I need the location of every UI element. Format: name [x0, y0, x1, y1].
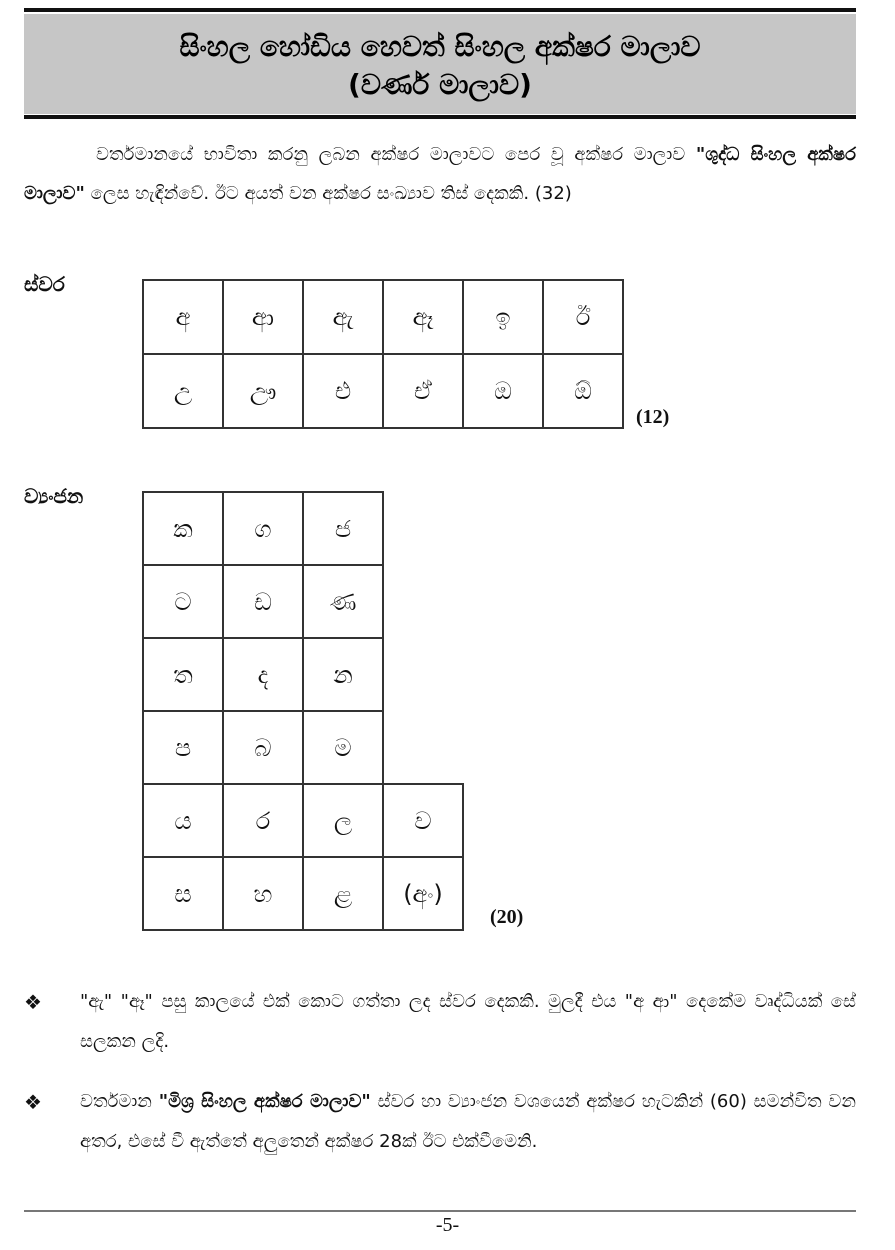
- letter-cell: අ: [143, 280, 223, 354]
- footer-rule: [24, 1210, 856, 1212]
- letter-cell: ස: [143, 857, 223, 930]
- note-1: [24, 982, 856, 1062]
- note-2-pre: වර්තමාන: [80, 1091, 152, 1112]
- consonant-count: (20): [490, 906, 524, 928]
- intro-text-2: ලෙස හැඳින්වේ. ඊට අයත් වන අක්ෂර සංඛ්‍යාව තිස් දෙකකි. (32): [90, 183, 572, 204]
- note-2-text: [80, 1082, 856, 1162]
- letter-cell: ප: [143, 711, 223, 784]
- letter-cell: ඌ: [223, 354, 303, 428]
- letter-cell: ය: [143, 784, 223, 857]
- intro-quoted-name: "ශුද්ධ සිංහල අක්ෂර මාලාව": [24, 144, 856, 204]
- table-row: [143, 565, 463, 638]
- consonant-table: [142, 491, 464, 931]
- table-row: [143, 638, 463, 711]
- letter-cell: ඈ: [383, 280, 463, 354]
- intro-text-1: වර්තමානයේ භාවිතා කරනු ලබන අක්ෂර මාලාවට පෙර වූ අක්ෂර මාලාව: [96, 144, 686, 165]
- empty-cell: [383, 711, 463, 784]
- letter-cell: ආ: [223, 280, 303, 354]
- empty-cell: [383, 492, 463, 565]
- bullet-icon: ❖: [24, 990, 42, 1014]
- table-row: [143, 711, 463, 784]
- vowel-table: [142, 279, 624, 429]
- vowel-count: (12): [636, 406, 670, 428]
- letter-cell: ඇ: [303, 280, 383, 354]
- consonants-label: ව්‍යංජන: [24, 484, 84, 508]
- letter-cell: න: [303, 638, 383, 711]
- intro-paragraph: [24, 135, 856, 213]
- letter-cell: ජ: [303, 492, 383, 565]
- table-row: [143, 354, 623, 428]
- letter-cell: ඊ: [543, 280, 623, 354]
- letter-cell: ල: [303, 784, 383, 857]
- letter-cell: ත: [143, 638, 223, 711]
- title-banner: [24, 14, 856, 114]
- letter-cell: ව: [383, 784, 463, 857]
- header-rule-bottom: [24, 115, 856, 119]
- letter-cell: ට: [143, 565, 223, 638]
- letter-cell: උ: [143, 354, 223, 428]
- table-row: [143, 492, 463, 565]
- table-row: [143, 280, 623, 354]
- note-2-bold: "මිශ්‍ර සිංහල අක්ෂර මාලාව": [158, 1091, 371, 1112]
- letter-cell: එ: [303, 354, 383, 428]
- letter-cell: ක: [143, 492, 223, 565]
- letter-cell: ඩ: [223, 565, 303, 638]
- vowels-label: ස්වර: [24, 272, 65, 296]
- table-row: [143, 784, 463, 857]
- table-row: [143, 857, 463, 930]
- note-2-post: ස්වර හා ව්‍යාංජන වශයෙන් අක්ෂර හැටකින් (60) සමන්විත වන අතර, එසේ වී ඇත්තේ අලුතෙන් අක්ෂර 28ක් ඊට එක්වීමෙනි.: [80, 1091, 856, 1152]
- letter-cell: ග: [223, 492, 303, 565]
- empty-cell: [383, 565, 463, 638]
- letter-cell: ඕ: [543, 354, 623, 428]
- page-subtitle: (වර්ණ මාලාව): [348, 68, 532, 101]
- letter-cell: ළ: [303, 857, 383, 930]
- letter-cell: බ: [223, 711, 303, 784]
- letter-cell: ම: [303, 711, 383, 784]
- letter-cell: ඉ: [463, 280, 543, 354]
- bullet-icon: ❖: [24, 1090, 42, 1114]
- page-number: -5-: [435, 1214, 460, 1236]
- letter-cell: ණ: [303, 565, 383, 638]
- letter-cell: ඔ: [463, 354, 543, 428]
- letter-cell: හ: [223, 857, 303, 930]
- letter-cell: ද: [223, 638, 303, 711]
- letter-cell: (අං): [383, 857, 463, 930]
- letter-cell: ර: [223, 784, 303, 857]
- note-2: [24, 1082, 856, 1162]
- empty-cell: [383, 638, 463, 711]
- page-title: සිංහල හෝඩිය හෙවත් සිංහල අක්ෂර මාලාව: [179, 30, 701, 63]
- note-1-text: "ඇ" "ඈ" පසු කාලයේ එක් කොට ගත්තා ලද ස්වර දෙකකි. මුලදී එය "අ ආ" දෙකේම වෘද්ධියක් සේ සලකන ලදි.: [80, 991, 856, 1052]
- header-rule-top: [24, 8, 856, 12]
- letter-cell: ඒ: [383, 354, 463, 428]
